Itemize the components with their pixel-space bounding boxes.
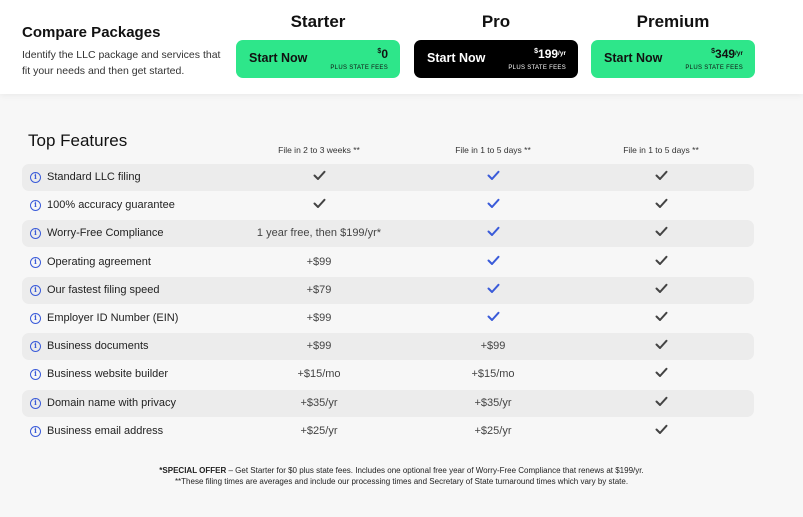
page-title: Compare Packages [22,24,161,41]
feature-label: Employer ID Number (EIN) [47,312,179,324]
info-circle-icon[interactable]: i [30,200,41,211]
special-offer-note: *SPECIAL OFFER – Get Starter for $0 plus state fees. Includes one optional free year of Worry-Free Compliance that renews at $199/yr. [159,466,644,475]
info-circle-icon[interactable]: i [30,341,41,352]
start-now-pro-button[interactable] [414,40,578,78]
feature-value: +$99 [480,340,506,353]
checkmark-icon [413,256,573,269]
feature-value: 1 year free, then $199/yr* [256,227,382,240]
state-fees-note: PLUS STATE FEES [330,65,388,71]
feature-value: +$35/yr [300,396,338,409]
feature-row [22,418,754,445]
info-circle-icon[interactable]: i [30,369,41,380]
feature-row [22,305,754,332]
feature-label: Business documents [47,340,149,353]
state-fees-note: PLUS STATE FEES [508,65,566,71]
package-premium [591,12,755,78]
package-name: Pro [481,12,511,31]
info-circle-icon[interactable]: i [30,313,41,324]
feature-label: Standard LLC filing [47,171,141,183]
info-circle-icon[interactable]: i [30,398,41,409]
feature-row [22,220,754,247]
checkmark-icon [581,256,741,269]
feature-value: +$15/mo [471,368,515,381]
feature-label: Our fastest filing speed [47,283,160,296]
feature-row [22,361,754,388]
feature-value: +$25/yr [474,424,512,437]
checkmark-icon [581,199,741,212]
checkmark-icon [413,199,573,212]
feature-value: +$79 [306,283,332,296]
feature-label: 100% accuracy guarantee [47,199,175,212]
info-circle-icon[interactable]: i [30,426,41,437]
package-pro [414,12,578,78]
feature-label: Operating agreement [47,255,151,268]
feature-label: Business email address [47,424,164,437]
package-name: Premium [636,12,710,31]
button-label: Start Now [604,51,663,65]
checkmark-icon [413,284,573,297]
checkmark-icon [581,284,741,297]
checkmark-icon [581,425,741,438]
checkmark-icon [239,171,399,184]
state-fees-note: PLUS STATE FEES [685,65,743,71]
info-circle-icon[interactable]: i [30,257,41,268]
package-starter [236,12,400,78]
feature-row [22,249,754,276]
checkmark-icon [581,368,741,381]
checkmark-icon [581,312,741,325]
feature-value: +$35/yr [474,396,512,409]
feature-value: +$25/yr [300,424,338,437]
price: $^{\$}199_{/yr}$ [534,47,566,61]
start-now-starter-button[interactable] [236,40,400,78]
button-label: Start Now [427,51,486,65]
checkmark-icon [239,199,399,212]
info-circle-icon[interactable]: i [30,285,41,296]
info-circle-icon[interactable]: i [30,228,41,239]
start-now-premium-button[interactable] [591,40,755,78]
page-subtitle: Identify the LLC package and services that fit your needs and then get started. [22,49,221,77]
feature-row [22,164,754,191]
feature-label: Domain name with privacy [47,396,176,409]
top-features-title: Top Features [28,131,128,150]
checkmark-icon [413,227,573,240]
feature-row [22,192,754,219]
package-name: Starter [290,12,346,31]
checkmark-icon [581,171,741,184]
column-header-pro: File in 1 to 5 days ** [455,145,531,155]
feature-value: +$99 [306,312,332,324]
filing-times-note: **These filing times are averages and include our processing times and Secretary of State turnaround times which vary by state. [174,477,629,486]
info-circle-icon[interactable]: i [30,172,41,183]
feature-value: +$99 [306,255,332,268]
checkmark-icon [581,340,741,353]
feature-row [22,333,754,360]
checkmark-icon [581,397,741,410]
feature-label: Worry-Free Compliance [47,227,164,240]
column-header-starter: File in 2 to 3 weeks ** [278,145,360,155]
price: $^{\$}349_{/yr}$ [711,47,743,61]
checkmark-icon [413,312,573,325]
feature-value: +$99 [306,340,332,353]
feature-value: +$15/mo [297,368,341,381]
button-label: Start Now [249,51,308,65]
page-header [0,0,803,94]
feature-label: Business website builder [47,368,169,381]
feature-row [22,390,754,417]
price: $0 [377,47,388,61]
checkmark-icon [413,171,573,184]
checkmark-icon [581,227,741,240]
column-header-premium: File in 1 to 5 days ** [623,145,699,155]
feature-row [22,277,754,304]
footer-notes [0,465,803,487]
